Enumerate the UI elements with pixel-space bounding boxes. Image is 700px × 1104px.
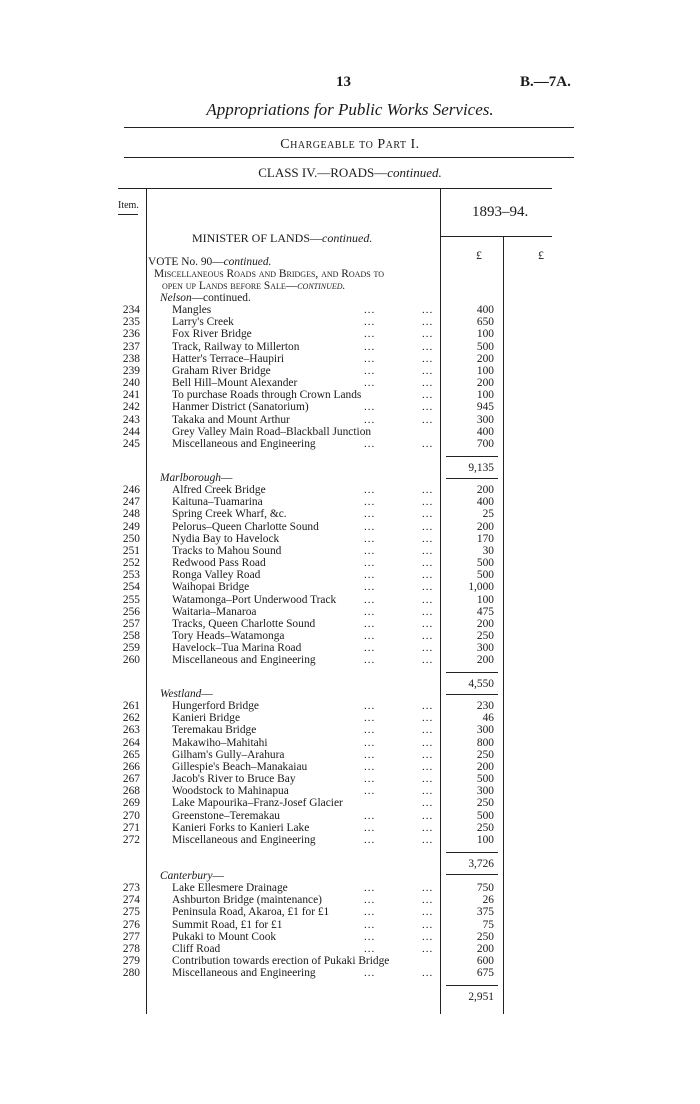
- subtotal-rule: [446, 672, 498, 673]
- leader-dots: ...: [364, 894, 376, 907]
- leader-dots: ...: [364, 654, 376, 667]
- item-amount: 400: [476, 425, 494, 438]
- leader-dots: ...: [364, 304, 376, 317]
- item-column-header: Item.: [118, 200, 139, 211]
- item-description: Summit Road, £1 for £1: [172, 918, 283, 931]
- year-header: 1893–94.: [472, 204, 529, 220]
- leader-dots: ...: [364, 629, 376, 642]
- item-number: 266: [122, 760, 140, 773]
- leader-dots: ...: [364, 642, 376, 655]
- item-description: Tracks, Queen Charlotte Sound: [172, 617, 316, 630]
- item-amount: 1,000: [468, 581, 494, 594]
- leader-dots: ...: [364, 593, 376, 606]
- leader-dots: ...: [422, 821, 434, 834]
- item-amount: 200: [476, 352, 494, 365]
- leader-dots: ...: [364, 581, 376, 594]
- item-description: Takaka and Mount Arthur: [172, 413, 290, 426]
- leader-dots: ...: [364, 712, 376, 725]
- item-amount: 400: [476, 304, 494, 317]
- section-heading: [160, 870, 224, 882]
- item-description: Hanmer District (Sanatorium): [172, 401, 309, 414]
- section-subtotal: 9,135: [468, 461, 494, 474]
- item-number: 275: [122, 906, 140, 919]
- subtotal-rule: [446, 456, 498, 457]
- leader-dots: ...: [422, 389, 434, 402]
- item-number: 237: [122, 340, 140, 353]
- leader-dots: ...: [422, 930, 434, 943]
- item-number: 264: [122, 736, 140, 749]
- item-description: Miscellaneous and Engineering: [172, 437, 316, 450]
- section-subtotal: 3,726: [468, 857, 494, 870]
- item-description: To purchase Roads through Crown Lands: [172, 389, 362, 402]
- item-description: Kanieri Forks to Kanieri Lake: [172, 821, 310, 834]
- item-description: Track, Railway to Millerton: [172, 340, 300, 353]
- minister-heading: [192, 231, 372, 246]
- item-description: Gillespie's Beach–Manakaiau: [172, 760, 308, 773]
- item-description: Tory Heads–Watamonga: [172, 629, 285, 642]
- leader-dots: ...: [422, 340, 434, 353]
- leader-dots: ...: [422, 593, 434, 606]
- leader-dots: ...: [364, 532, 376, 545]
- item-number: 253: [122, 569, 140, 582]
- year-rule: [440, 236, 552, 237]
- item-amount: 200: [476, 942, 494, 955]
- item-description: Jacob's River to Bruce Bay: [172, 773, 296, 786]
- item-amount: 200: [476, 654, 494, 667]
- item-amount: 750: [476, 882, 494, 895]
- item-number: 240: [122, 377, 140, 390]
- item-number: 276: [122, 918, 140, 931]
- leader-dots: ...: [364, 340, 376, 353]
- item-number: 271: [122, 821, 140, 834]
- leader-dots: ...: [422, 785, 434, 798]
- item-description: Teremakau Bridge: [172, 724, 257, 737]
- section-heading: [160, 688, 213, 700]
- leader-dots: ...: [364, 906, 376, 919]
- item-description: Larry's Creek: [172, 316, 234, 329]
- item-amount: 30: [482, 544, 494, 557]
- item-description: Woodstock to Mahinapua: [172, 785, 289, 798]
- leader-dots: ...: [364, 401, 376, 414]
- leader-dots: ...: [364, 328, 376, 341]
- item-description: Graham River Bridge: [172, 364, 271, 377]
- subtotal-underline: [446, 694, 498, 695]
- item-description: Watamonga–Port Underwood Track: [172, 593, 337, 606]
- leader-dots: ...: [364, 508, 376, 521]
- item-amount: 500: [476, 569, 494, 582]
- item-amount: 500: [476, 773, 494, 786]
- leader-dots: ...: [422, 918, 434, 931]
- subtotal-underline: [446, 478, 498, 479]
- leader-dots: ...: [422, 581, 434, 594]
- item-description: Ronga Valley Road: [172, 569, 261, 582]
- item-amount: 300: [476, 642, 494, 655]
- misc-heading-line-2-suffix: continued.: [297, 280, 346, 292]
- item-amount: 250: [476, 629, 494, 642]
- leader-dots: ...: [364, 316, 376, 329]
- currency-column-2: £: [538, 248, 544, 262]
- item-amount: 250: [476, 930, 494, 943]
- leader-dots: ...: [364, 520, 376, 533]
- item-number: 279: [122, 955, 140, 968]
- leader-dots: ...: [364, 785, 376, 798]
- misc-heading-line-1: Miscellaneous Roads and Bridges, and Roads to: [154, 268, 385, 280]
- class-heading-suffix: continued.: [387, 165, 442, 180]
- leader-dots: ...: [364, 918, 376, 931]
- item-number: 265: [122, 748, 140, 761]
- item-description: Nydia Bay to Havelock: [172, 532, 280, 545]
- item-amount: 100: [476, 328, 494, 341]
- section-heading-suffix: —: [212, 870, 224, 882]
- item-amount: 46: [482, 712, 494, 725]
- item-amount: 200: [476, 520, 494, 533]
- leader-dots: ...: [422, 629, 434, 642]
- leader-dots: ...: [422, 377, 434, 390]
- leader-dots: ...: [422, 894, 434, 907]
- leader-dots: ...: [422, 532, 434, 545]
- leader-dots: ...: [422, 833, 434, 846]
- subtotal-rule: [446, 852, 498, 853]
- leader-dots: ...: [422, 724, 434, 737]
- class-heading: [0, 165, 700, 181]
- subtotal-rule: [446, 985, 498, 986]
- item-amount: 300: [476, 413, 494, 426]
- item-number: 262: [122, 712, 140, 725]
- leader-dots: ...: [364, 736, 376, 749]
- leader-dots: ...: [364, 617, 376, 630]
- leader-dots: ...: [422, 748, 434, 761]
- vote-heading: [148, 256, 271, 268]
- item-description: Alfred Creek Bridge: [172, 484, 266, 497]
- item-amount: 200: [476, 760, 494, 773]
- leader-dots: ...: [422, 605, 434, 618]
- item-number: 242: [122, 401, 140, 414]
- item-number: 261: [122, 700, 140, 713]
- item-number: 267: [122, 773, 140, 786]
- leader-dots: ...: [422, 484, 434, 497]
- leader-dots: ...: [422, 401, 434, 414]
- item-column-rule: [146, 189, 147, 1014]
- leader-dots: ...: [422, 736, 434, 749]
- leader-dots: ...: [422, 882, 434, 895]
- leader-dots: ...: [422, 654, 434, 667]
- item-amount: 475: [476, 605, 494, 618]
- item-amount: 945: [476, 401, 494, 414]
- item-description: Spring Creek Wharf, &c.: [172, 508, 287, 521]
- leader-dots: ...: [422, 544, 434, 557]
- leader-dots: ...: [364, 496, 376, 509]
- leader-dots: ...: [364, 437, 376, 450]
- item-description: Cliff Road: [172, 942, 221, 955]
- minister-heading-suffix: continued.: [322, 231, 373, 245]
- item-number: 272: [122, 833, 140, 846]
- item-amount: 375: [476, 906, 494, 919]
- section-heading-name: Nelson: [160, 292, 192, 304]
- leader-dots: ...: [422, 942, 434, 955]
- page-title: Appropriations for Public Works Services.: [206, 100, 494, 119]
- item-number: 243: [122, 413, 140, 426]
- item-description: Redwood Pass Road: [172, 557, 266, 570]
- item-amount: 25: [482, 508, 494, 521]
- item-description: Mangles: [172, 304, 212, 317]
- item-number: 252: [122, 557, 140, 570]
- leader-dots: ...: [422, 760, 434, 773]
- item-amount: 170: [476, 532, 494, 545]
- leader-dots: ...: [364, 942, 376, 955]
- leader-dots: ...: [422, 508, 434, 521]
- document-reference: B.—7A.: [520, 74, 571, 90]
- section-subtotal: 2,951: [468, 991, 494, 1004]
- item-amount: 200: [476, 484, 494, 497]
- leader-dots: ...: [422, 569, 434, 582]
- section-heading-suffix: —: [220, 472, 233, 484]
- chargeable-rule: [124, 157, 574, 158]
- leader-dots: ...: [422, 773, 434, 786]
- item-description: Hatter's Terrace–Haupiri: [172, 352, 285, 365]
- leader-dots: ...: [422, 413, 434, 426]
- item-number: 263: [122, 724, 140, 737]
- leader-dots: ...: [422, 967, 434, 980]
- item-number: 238: [122, 352, 140, 365]
- leader-dots: ...: [364, 930, 376, 943]
- item-amount: 300: [476, 724, 494, 737]
- page-number: 13: [336, 74, 351, 90]
- item-description: Peninsula Road, Akaroa, £1 for £1: [172, 906, 330, 919]
- item-description: Pelorus–Queen Charlotte Sound: [172, 520, 319, 533]
- item-description: Miscellaneous and Engineering: [172, 967, 316, 980]
- item-number: 269: [122, 797, 140, 810]
- section-heading-name: Canterbury: [160, 870, 213, 882]
- leader-dots: ...: [364, 773, 376, 786]
- item-number: 259: [122, 642, 140, 655]
- leader-dots: ...: [364, 557, 376, 570]
- section-subtotal: 4,550: [468, 678, 494, 691]
- leader-dots: ...: [422, 700, 434, 713]
- item-description: Bell Hill–Mount Alexander: [172, 377, 298, 390]
- item-amount: 230: [476, 700, 494, 713]
- item-amount: 100: [476, 593, 494, 606]
- total-column-rule: [503, 236, 504, 1014]
- leader-dots: ...: [422, 316, 434, 329]
- leader-dots: ...: [422, 617, 434, 630]
- item-amount: 200: [476, 377, 494, 390]
- leader-dots: ...: [422, 328, 434, 341]
- item-amount: 300: [476, 785, 494, 798]
- item-number: 234: [122, 304, 140, 317]
- title-rule: [124, 127, 574, 128]
- leader-dots: ...: [422, 642, 434, 655]
- item-amount: 700: [476, 437, 494, 450]
- leader-dots: ...: [422, 352, 434, 365]
- class-rule: [118, 188, 552, 189]
- item-description: Kaituna–Tuamarina: [172, 496, 263, 509]
- section-heading: [160, 472, 232, 484]
- item-amount: 800: [476, 736, 494, 749]
- leader-dots: ...: [422, 712, 434, 725]
- item-number: 255: [122, 593, 140, 606]
- item-number: 254: [122, 581, 140, 594]
- item-description: Grey Valley Main Road–Blackball Junction: [172, 425, 372, 438]
- misc-heading-line-2-main: open up Lands before Sale—: [162, 280, 298, 292]
- leader-dots: ...: [422, 520, 434, 533]
- leader-dots: ...: [364, 821, 376, 834]
- item-amount: 675: [476, 967, 494, 980]
- item-number: 280: [122, 967, 140, 980]
- item-description: Miscellaneous and Engineering: [172, 833, 316, 846]
- leader-dots: ...: [364, 724, 376, 737]
- leader-dots: ...: [422, 304, 434, 317]
- item-amount: 600: [476, 955, 494, 968]
- item-amount: 100: [476, 389, 494, 402]
- section-heading-suffix: —: [201, 688, 213, 700]
- section-heading: [160, 292, 251, 304]
- item-description: Kanieri Bridge: [172, 712, 241, 725]
- subtotal-underline: [446, 874, 498, 875]
- item-description: Contribution towards erection of Pukaki Bridge: [172, 955, 390, 968]
- item-amount: 500: [476, 809, 494, 822]
- item-description: Lake Ellesmere Drainage: [172, 882, 288, 895]
- item-description: Waihopai Bridge: [172, 581, 250, 594]
- item-description: Makawiho–Mahitahi: [172, 736, 268, 749]
- item-number: 244: [122, 425, 140, 438]
- item-number: 236: [122, 328, 140, 341]
- vote-heading-suffix: continued.: [223, 256, 272, 268]
- amount-column-rule: [440, 189, 441, 1014]
- leader-dots: ...: [422, 809, 434, 822]
- leader-dots: ...: [422, 557, 434, 570]
- leader-dots: ...: [422, 496, 434, 509]
- leader-dots: ...: [364, 364, 376, 377]
- minister-heading-main: MINISTER OF LANDS—: [192, 231, 323, 245]
- leader-dots: ...: [364, 352, 376, 365]
- item-amount: 100: [476, 364, 494, 377]
- leader-dots: ...: [364, 605, 376, 618]
- item-amount: 75: [482, 918, 494, 931]
- item-number: 273: [122, 882, 140, 895]
- leader-dots: ...: [364, 413, 376, 426]
- item-description: Waitaria–Manaroa: [172, 605, 257, 618]
- item-description: Lake Mapourika–Franz-Josef Glacier: [172, 797, 343, 810]
- item-amount: 100: [476, 833, 494, 846]
- leader-dots: ...: [364, 967, 376, 980]
- item-amount: 250: [476, 748, 494, 761]
- item-description: Ashburton Bridge (maintenance): [172, 894, 322, 907]
- leader-dots: ...: [364, 882, 376, 895]
- item-amount: 500: [476, 557, 494, 570]
- item-description: Havelock–Tua Marina Road: [172, 642, 302, 655]
- item-description: Miscellaneous and Engineering: [172, 654, 316, 667]
- item-number: 277: [122, 930, 140, 943]
- item-number: 247: [122, 496, 140, 509]
- section-heading-name: Marlborough: [160, 472, 221, 484]
- leader-dots: ...: [364, 760, 376, 773]
- item-description: Greenstone–Teremakau: [172, 809, 280, 822]
- leader-dots: ...: [364, 484, 376, 497]
- item-number: 248: [122, 508, 140, 521]
- item-description: Hungerford Bridge: [172, 700, 259, 713]
- leader-dots: ...: [422, 437, 434, 450]
- item-amount: 26: [482, 894, 494, 907]
- item-amount: 650: [476, 316, 494, 329]
- item-amount: 400: [476, 496, 494, 509]
- leader-dots: ...: [364, 809, 376, 822]
- leader-dots: ...: [422, 364, 434, 377]
- item-description: Tracks to Mahou Sound: [172, 544, 282, 557]
- item-number: 249: [122, 520, 140, 533]
- item-amount: 200: [476, 617, 494, 630]
- item-number: 241: [122, 389, 140, 402]
- item-number: 258: [122, 629, 140, 642]
- leader-dots: ...: [364, 377, 376, 390]
- item-number: 250: [122, 532, 140, 545]
- item-number: 246: [122, 484, 140, 497]
- leader-dots: ...: [364, 833, 376, 846]
- item-amount: 250: [476, 797, 494, 810]
- item-description: Pukaki to Mount Cook: [172, 930, 277, 943]
- section-heading-suffix: —continued.: [191, 292, 251, 304]
- chargeable-heading: Chargeable to Part I.: [280, 137, 420, 152]
- item-number: 245: [122, 437, 140, 450]
- item-number: 268: [122, 785, 140, 798]
- item-number: 239: [122, 364, 140, 377]
- leader-dots: ...: [364, 700, 376, 713]
- item-header-rule: [118, 214, 138, 215]
- item-amount: 250: [476, 821, 494, 834]
- leader-dots: ...: [422, 906, 434, 919]
- item-number: 270: [122, 809, 140, 822]
- leader-dots: ...: [364, 544, 376, 557]
- item-number: 274: [122, 894, 140, 907]
- item-number: 278: [122, 942, 140, 955]
- item-number: 256: [122, 605, 140, 618]
- leader-dots: ...: [364, 569, 376, 582]
- item-number: 260: [122, 654, 140, 667]
- item-number: 257: [122, 617, 140, 630]
- leader-dots: ...: [422, 797, 434, 810]
- vote-heading-main: VOTE No. 90—: [148, 256, 224, 268]
- misc-heading-line-2: [162, 280, 345, 292]
- leader-dots: ...: [364, 748, 376, 761]
- section-heading-name: Westland: [160, 688, 202, 700]
- class-heading-main: CLASS IV.—ROADS—: [258, 165, 388, 180]
- currency-column-1: £: [476, 248, 482, 262]
- item-number: 251: [122, 544, 140, 557]
- item-number: 235: [122, 316, 140, 329]
- item-amount: 500: [476, 340, 494, 353]
- item-description: Gilham's Gully–Arahura: [172, 748, 285, 761]
- item-description: Fox River Bridge: [172, 328, 252, 341]
